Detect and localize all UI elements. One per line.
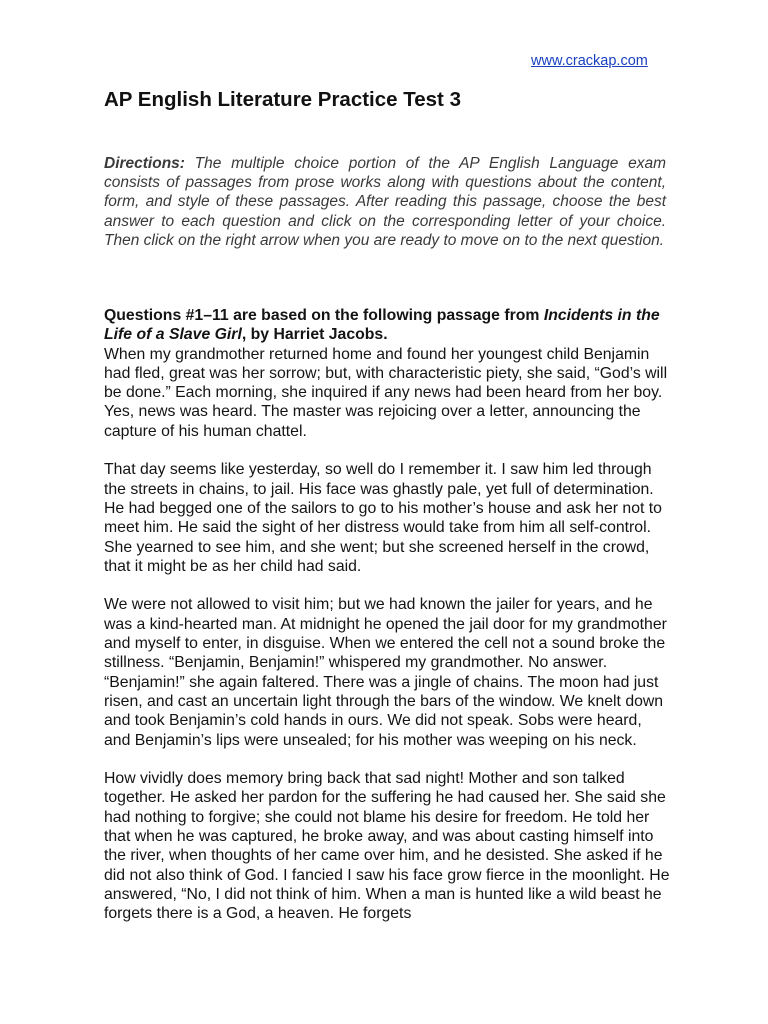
book-title: Incidents in the Life of a Slave Girl [104,307,660,344]
passage-paragraph-4: How vividly does memory bring back that sad night! Mother and son talked together. He asked her pardon for the suffering he had caused her. She said she had nothing to forgive; she could not blame his desire for freedom. He told her that when he was captured, he broke away, and was about casting himself into the river, when thoughts of her came over him, and he desisted. She asked if he did not also think of God. I fancied I saw his face grow fierce in the moonlight. He answered, “No, I did not think of him. When a man is hunted like a wild beast he forgets there is a God, a heaven. He forgets [104,770,670,923]
heading-suffix: , by Harriet Jacobs. [241,326,388,344]
passage-paragraph-2: That day seems like yesterday, so well do I remember it. I saw him led through the streets in chains, to jail. His face was ghastly pale, yet full of determination. He had begged one of the sailors to go to his mother’s house and ask her not to meet him. He said the sight of her distress would take from him all self-control. She yearned to see him, and she went; but she screened herself in the crowd, that it might be as her child had said. [104,461,662,575]
directions-label: Directions: [104,155,185,172]
directions-text: The multiple choice portion of the AP English Language exam consists of passages from prose works along with questions about the content, form, and style of these passages. After reading this passage, choose the best answer to each question and click on the corresponding letter of your choice. Then click on the right arrow when you are ready to move on to the next question. [104,155,666,249]
heading-prefix: Questions #1–11 are based on the following passage from [104,307,544,324]
passage-section [104,306,672,924]
site-link[interactable]: www.crackap.com [531,53,648,69]
directions-paragraph [104,154,666,250]
questions-heading [104,306,672,345]
page-title: AP English Literature Practice Test 3 [104,88,461,111]
passage-paragraph-3: We were not allowed to visit him; but we had known the jailer for years, and he was a kind-hearted man. At midnight he opened the jail door for my grandmother and myself to enter, in disguise. When we entered the cell not a sound broke the stillness. “Benjamin, Benjamin!” whispered my grandmother. No answer. “Benjamin!” she again faltered. There was a jingle of chains. The moon had just risen, and cast an uncertain light through the bars of the window. We knelt down and took Benjamin’s cold hands in ours. We did not speak. Sobs were heard, and Benjamin’s lips were unsealed; for his mother was weeping on his neck. [104,596,667,749]
passage-paragraph-1: When my grandmother returned home and found her youngest child Benjamin had fled, great was her sorrow; but, with characteristic piety, she said, “God’s will be done.” Each morning, she inquired if any news had been heard from her boy. Yes, news was heard. The master was rejoicing over a letter, announcing the capture of his human chattel. [104,345,668,440]
